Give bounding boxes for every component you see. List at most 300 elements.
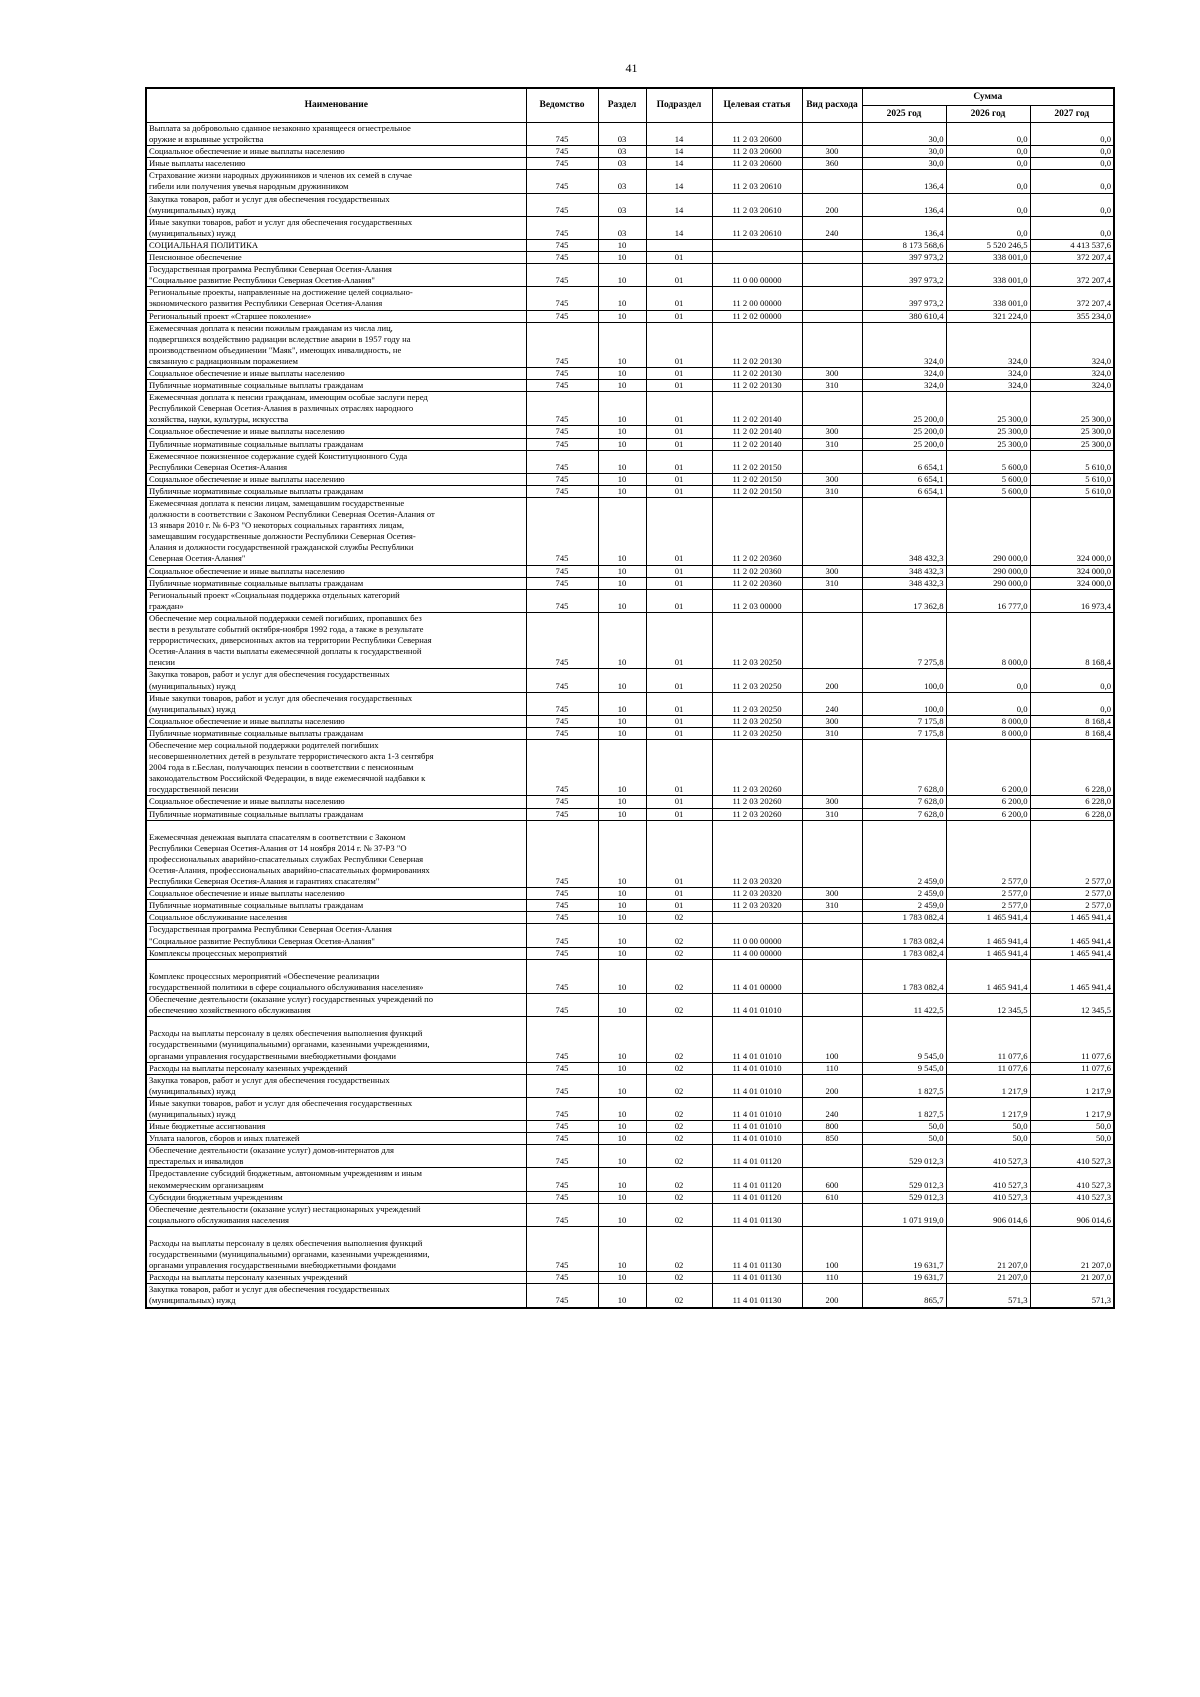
- row-sum-2026: 0,0: [946, 146, 1030, 158]
- row-sum-2025: 348 432,3: [862, 577, 946, 589]
- row-sum-2026: 0,0: [946, 692, 1030, 715]
- table-row: [146, 1191, 1114, 1203]
- row-sum-2025: 324,0: [862, 367, 946, 379]
- header-target-article: Целевая статья: [712, 88, 802, 123]
- row-vedomstvo: 745: [526, 322, 598, 367]
- row-sum-2025: 9 545,0: [862, 1017, 946, 1062]
- row-razdel: 10: [598, 239, 646, 251]
- row-podrazdel: 14: [646, 216, 712, 239]
- row-razdel: 03: [598, 146, 646, 158]
- row-expense-type: 300: [802, 565, 862, 577]
- row-razdel: 10: [598, 426, 646, 438]
- table-row: [146, 959, 1114, 993]
- row-podrazdel: 01: [646, 450, 712, 473]
- header-podrazdel: Подраздел: [646, 88, 712, 123]
- row-expense-type: [802, 924, 862, 947]
- row-razdel: 10: [598, 912, 646, 924]
- table-row: [146, 426, 1114, 438]
- row-expense-type: [802, 264, 862, 287]
- row-sum-2027: 5 610,0: [1030, 473, 1114, 485]
- row-target-article: 11 2 03 20610: [712, 216, 802, 239]
- row-sum-2025: 2 459,0: [862, 900, 946, 912]
- row-razdel: 10: [598, 438, 646, 450]
- row-name: Региональный проект «Старшее поколение»: [146, 310, 526, 322]
- row-sum-2027: 25 300,0: [1030, 438, 1114, 450]
- header-expense-type: Вид расхода: [802, 88, 862, 123]
- row-expense-type: [802, 239, 862, 251]
- table-row: [146, 900, 1114, 912]
- row-expense-type: 300: [802, 715, 862, 727]
- row-sum-2026: 50,0: [946, 1133, 1030, 1145]
- row-razdel: 03: [598, 216, 646, 239]
- table-row: [146, 692, 1114, 715]
- row-name: Ежемесячное пожизненное содержание судей Конституционного Суда Республики Северная Осетия-Алания: [146, 450, 526, 473]
- row-target-article: 11 4 01 01010: [712, 1121, 802, 1133]
- row-target-article: 11 2 02 20150: [712, 450, 802, 473]
- row-expense-type: 100: [802, 1017, 862, 1062]
- row-sum-2027: 2 577,0: [1030, 900, 1114, 912]
- row-vedomstvo: 745: [526, 1203, 598, 1226]
- row-sum-2026: 0,0: [946, 669, 1030, 692]
- row-razdel: 03: [598, 170, 646, 193]
- row-name: Ежемесячная доплата к пенсии гражданам, имеющим особые заслуги перед Республикой Северная Осетия-Алания в различных отраслях народного хозяйства, науки, культуры, искусства: [146, 392, 526, 426]
- row-expense-type: [802, 498, 862, 566]
- row-target-article: 11 2 02 20130: [712, 380, 802, 392]
- row-razdel: 10: [598, 450, 646, 473]
- row-vedomstvo: 745: [526, 1191, 598, 1203]
- row-name: Закупка товаров, работ и услуг для обеспечения государственных (муниципальных) нужд: [146, 669, 526, 692]
- row-target-article: 11 4 01 01130: [712, 1226, 802, 1271]
- row-sum-2027: 11 077,6: [1030, 1062, 1114, 1074]
- row-name: Социальное обеспечение и иные выплаты населению: [146, 473, 526, 485]
- row-vedomstvo: 745: [526, 612, 598, 668]
- row-sum-2025: 25 200,0: [862, 426, 946, 438]
- row-vedomstvo: 745: [526, 485, 598, 497]
- row-vedomstvo: 745: [526, 739, 598, 795]
- row-vedomstvo: 745: [526, 947, 598, 959]
- row-target-article: [712, 239, 802, 251]
- row-razdel: 10: [598, 287, 646, 310]
- row-razdel: 10: [598, 1203, 646, 1226]
- row-vedomstvo: 745: [526, 820, 598, 888]
- row-target-article: 11 4 01 01130: [712, 1284, 802, 1308]
- row-sum-2026: 12 345,5: [946, 994, 1030, 1017]
- row-razdel: 10: [598, 1017, 646, 1062]
- row-podrazdel: 01: [646, 392, 712, 426]
- row-sum-2026: 25 300,0: [946, 392, 1030, 426]
- row-vedomstvo: 745: [526, 158, 598, 170]
- row-razdel: 10: [598, 322, 646, 367]
- row-sum-2027: 4 413 537,6: [1030, 239, 1114, 251]
- row-vedomstvo: 745: [526, 380, 598, 392]
- row-target-article: 11 4 01 01010: [712, 994, 802, 1017]
- row-razdel: 10: [598, 367, 646, 379]
- table-row: [146, 158, 1114, 170]
- table-row: [146, 1272, 1114, 1284]
- row-sum-2027: 410 527,3: [1030, 1168, 1114, 1191]
- row-podrazdel: 01: [646, 287, 712, 310]
- row-expense-type: [802, 820, 862, 888]
- row-podrazdel: 02: [646, 1133, 712, 1145]
- row-name: Обеспечение мер социальной поддержки родителей погибших несовершеннолетних детей в результате террористического акта 1-3 сентября 2004 года в г.Беслан, получающих пенсии в соответствии с пенсионным законодательством Российской Федерации, в виде ежемесячной надбавки к государственной пенсии: [146, 739, 526, 795]
- row-sum-2027: 410 527,3: [1030, 1191, 1114, 1203]
- row-sum-2026: 6 200,0: [946, 739, 1030, 795]
- row-vedomstvo: 745: [526, 498, 598, 566]
- row-name: Уплата налогов, сборов и иных платежей: [146, 1133, 526, 1145]
- row-podrazdel: 01: [646, 473, 712, 485]
- row-target-article: 11 2 02 20140: [712, 426, 802, 438]
- row-target-article: 11 2 03 20260: [712, 796, 802, 808]
- row-sum-2026: 21 207,0: [946, 1272, 1030, 1284]
- row-name: Страхование жизни народных дружинников и членов их семей в случае гибели или получения увечья народным дружинником: [146, 170, 526, 193]
- table-row: [146, 808, 1114, 820]
- row-sum-2025: 100,0: [862, 692, 946, 715]
- row-expense-type: 300: [802, 796, 862, 808]
- row-target-article: 11 4 01 01010: [712, 1062, 802, 1074]
- row-vedomstvo: 745: [526, 1097, 598, 1120]
- row-name: Закупка товаров, работ и услуг для обеспечения государственных (муниципальных) нужд: [146, 193, 526, 216]
- header-name: Наименование: [146, 88, 526, 123]
- row-razdel: 03: [598, 158, 646, 170]
- row-podrazdel: 02: [646, 1017, 712, 1062]
- row-expense-type: 300: [802, 888, 862, 900]
- row-target-article: 11 2 03 20250: [712, 692, 802, 715]
- row-podrazdel: 01: [646, 426, 712, 438]
- table-row: [146, 146, 1114, 158]
- table-row: [146, 1133, 1114, 1145]
- row-expense-type: 200: [802, 1284, 862, 1308]
- row-razdel: 10: [598, 577, 646, 589]
- row-sum-2027: 21 207,0: [1030, 1272, 1114, 1284]
- row-sum-2025: 529 012,3: [862, 1168, 946, 1191]
- row-podrazdel: 02: [646, 912, 712, 924]
- row-vedomstvo: 745: [526, 1284, 598, 1308]
- row-razdel: 10: [598, 1226, 646, 1271]
- row-razdel: 10: [598, 888, 646, 900]
- row-sum-2026: 338 001,0: [946, 252, 1030, 264]
- row-podrazdel: 01: [646, 900, 712, 912]
- row-podrazdel: 02: [646, 959, 712, 993]
- row-sum-2026: 1 465 941,4: [946, 959, 1030, 993]
- row-sum-2025: 6 654,1: [862, 485, 946, 497]
- row-target-article: 11 2 03 00000: [712, 589, 802, 612]
- row-target-article: 11 2 03 20600: [712, 146, 802, 158]
- row-razdel: 10: [598, 612, 646, 668]
- row-sum-2026: 0,0: [946, 123, 1030, 146]
- row-target-article: 11 4 01 01010: [712, 1017, 802, 1062]
- row-podrazdel: 02: [646, 1272, 712, 1284]
- row-vedomstvo: 745: [526, 216, 598, 239]
- row-sum-2025: 25 200,0: [862, 392, 946, 426]
- row-target-article: 11 4 01 01120: [712, 1191, 802, 1203]
- row-sum-2027: 5 610,0: [1030, 485, 1114, 497]
- row-podrazdel: 02: [646, 924, 712, 947]
- row-vedomstvo: 745: [526, 669, 598, 692]
- row-sum-2025: 1 827,5: [862, 1074, 946, 1097]
- row-expense-type: 240: [802, 1097, 862, 1120]
- row-target-article: 11 4 01 01010: [712, 1074, 802, 1097]
- row-sum-2027: 8 168,4: [1030, 612, 1114, 668]
- row-podrazdel: 01: [646, 498, 712, 566]
- row-sum-2026: 290 000,0: [946, 498, 1030, 566]
- row-podrazdel: 14: [646, 123, 712, 146]
- row-podrazdel: 01: [646, 322, 712, 367]
- table-row: [146, 727, 1114, 739]
- row-target-article: 11 2 02 20150: [712, 485, 802, 497]
- row-sum-2027: 0,0: [1030, 216, 1114, 239]
- row-razdel: 10: [598, 1097, 646, 1120]
- header-year-2027: 2027 год: [1030, 106, 1114, 123]
- row-sum-2027: 372 207,4: [1030, 287, 1114, 310]
- row-sum-2026: 8 000,0: [946, 612, 1030, 668]
- row-sum-2027: 0,0: [1030, 146, 1114, 158]
- row-expense-type: 200: [802, 669, 862, 692]
- row-razdel: 10: [598, 1145, 646, 1168]
- row-sum-2026: 324,0: [946, 322, 1030, 367]
- row-vedomstvo: 745: [526, 1121, 598, 1133]
- row-sum-2025: 100,0: [862, 669, 946, 692]
- row-sum-2027: 25 300,0: [1030, 392, 1114, 426]
- table-row: [146, 252, 1114, 264]
- row-target-article: 11 2 02 20360: [712, 577, 802, 589]
- row-name: Расходы на выплаты персоналу в целях обеспечения выполнения функций государственными (муниципальными) органами, казенными учреждениями, органами управления государственными внебюджетными фондами: [146, 1226, 526, 1271]
- row-podrazdel: 01: [646, 820, 712, 888]
- row-vedomstvo: 745: [526, 310, 598, 322]
- row-expense-type: [802, 947, 862, 959]
- row-sum-2027: 1 465 941,4: [1030, 912, 1114, 924]
- row-podrazdel: 14: [646, 146, 712, 158]
- row-expense-type: 310: [802, 808, 862, 820]
- row-podrazdel: 01: [646, 796, 712, 808]
- row-sum-2027: 2 577,0: [1030, 820, 1114, 888]
- row-podrazdel: 01: [646, 310, 712, 322]
- row-name: Иные закупки товаров, работ и услуг для обеспечения государственных (муниципальных) нужд: [146, 216, 526, 239]
- row-sum-2026: 6 200,0: [946, 796, 1030, 808]
- row-sum-2026: 906 014,6: [946, 1203, 1030, 1226]
- row-sum-2025: 7 175,8: [862, 715, 946, 727]
- row-sum-2026: 1 217,9: [946, 1097, 1030, 1120]
- row-sum-2025: 19 631,7: [862, 1272, 946, 1284]
- row-expense-type: 300: [802, 367, 862, 379]
- row-vedomstvo: 745: [526, 1062, 598, 1074]
- row-target-article: 11 4 01 00000: [712, 959, 802, 993]
- row-target-article: 11 2 03 20250: [712, 612, 802, 668]
- table-row: [146, 170, 1114, 193]
- row-sum-2027: 2 577,0: [1030, 888, 1114, 900]
- row-name: СОЦИАЛЬНАЯ ПОЛИТИКА: [146, 239, 526, 251]
- row-vedomstvo: 745: [526, 123, 598, 146]
- table-row: [146, 1017, 1114, 1062]
- row-vedomstvo: 745: [526, 959, 598, 993]
- row-podrazdel: 14: [646, 170, 712, 193]
- row-sum-2027: 1 465 941,4: [1030, 959, 1114, 993]
- row-sum-2026: 290 000,0: [946, 577, 1030, 589]
- row-razdel: 10: [598, 310, 646, 322]
- row-sum-2027: 324,0: [1030, 322, 1114, 367]
- row-sum-2027: 50,0: [1030, 1133, 1114, 1145]
- row-sum-2027: 6 228,0: [1030, 796, 1114, 808]
- row-name: Комплекс процессных мероприятий «Обеспечение реализации государственной политики в сфере социального обслуживания населения»: [146, 959, 526, 993]
- table-row: [146, 1097, 1114, 1120]
- row-expense-type: [802, 959, 862, 993]
- row-sum-2025: 136,4: [862, 216, 946, 239]
- row-sum-2027: 1 465 941,4: [1030, 947, 1114, 959]
- row-vedomstvo: 745: [526, 1145, 598, 1168]
- row-expense-type: [802, 589, 862, 612]
- row-sum-2025: 1 783 082,4: [862, 959, 946, 993]
- row-expense-type: [802, 612, 862, 668]
- row-podrazdel: 01: [646, 577, 712, 589]
- row-sum-2027: 25 300,0: [1030, 426, 1114, 438]
- row-target-article: 11 2 02 20130: [712, 322, 802, 367]
- header-razdel: Раздел: [598, 88, 646, 123]
- table-row: [146, 1203, 1114, 1226]
- table-row: [146, 123, 1114, 146]
- row-target-article: 11 2 02 20360: [712, 565, 802, 577]
- row-expense-type: 610: [802, 1191, 862, 1203]
- row-target-article: 11 2 02 20130: [712, 367, 802, 379]
- row-sum-2027: 0,0: [1030, 692, 1114, 715]
- row-sum-2025: 7 628,0: [862, 739, 946, 795]
- row-sum-2027: 8 168,4: [1030, 715, 1114, 727]
- row-sum-2025: 348 432,3: [862, 565, 946, 577]
- row-name: Социальное обеспечение и иные выплаты населению: [146, 426, 526, 438]
- row-name: Публичные нормативные социальные выплаты гражданам: [146, 577, 526, 589]
- row-vedomstvo: 745: [526, 577, 598, 589]
- row-podrazdel: 01: [646, 739, 712, 795]
- row-expense-type: [802, 1145, 862, 1168]
- row-sum-2025: 136,4: [862, 193, 946, 216]
- row-razdel: 10: [598, 924, 646, 947]
- row-expense-type: 310: [802, 577, 862, 589]
- row-expense-type: 110: [802, 1062, 862, 1074]
- row-sum-2025: 380 610,4: [862, 310, 946, 322]
- row-podrazdel: 02: [646, 1226, 712, 1271]
- row-expense-type: 300: [802, 426, 862, 438]
- row-name: Социальное обеспечение и иные выплаты населению: [146, 367, 526, 379]
- row-sum-2025: 30,0: [862, 146, 946, 158]
- row-vedomstvo: 745: [526, 727, 598, 739]
- table-row: [146, 438, 1114, 450]
- row-vedomstvo: 745: [526, 1168, 598, 1191]
- row-sum-2027: 324,0: [1030, 380, 1114, 392]
- table-row: [146, 565, 1114, 577]
- row-vedomstvo: 745: [526, 796, 598, 808]
- row-podrazdel: 14: [646, 158, 712, 170]
- table-row: [146, 193, 1114, 216]
- row-podrazdel: 01: [646, 485, 712, 497]
- row-expense-type: [802, 1203, 862, 1226]
- row-sum-2025: 8 173 568,6: [862, 239, 946, 251]
- row-name: Иные бюджетные ассигнования: [146, 1121, 526, 1133]
- row-razdel: 10: [598, 796, 646, 808]
- row-name: Публичные нормативные социальные выплаты гражданам: [146, 438, 526, 450]
- row-vedomstvo: 745: [526, 900, 598, 912]
- row-podrazdel: [646, 239, 712, 251]
- row-name: Социальное обеспечение и иные выплаты населению: [146, 715, 526, 727]
- row-razdel: 10: [598, 485, 646, 497]
- row-podrazdel: 02: [646, 1097, 712, 1120]
- row-sum-2027: 1 465 941,4: [1030, 924, 1114, 947]
- row-name: Публичные нормативные социальные выплаты гражданам: [146, 900, 526, 912]
- row-name: Комплексы процессных мероприятий: [146, 947, 526, 959]
- table-row: [146, 1145, 1114, 1168]
- row-sum-2027: 6 228,0: [1030, 808, 1114, 820]
- table-body: [146, 123, 1114, 1308]
- row-podrazdel: 02: [646, 1191, 712, 1203]
- row-sum-2027: 0,0: [1030, 123, 1114, 146]
- row-razdel: 10: [598, 1062, 646, 1074]
- row-sum-2025: 17 362,8: [862, 589, 946, 612]
- row-podrazdel: 02: [646, 1203, 712, 1226]
- table-row: [146, 669, 1114, 692]
- row-sum-2026: 11 077,6: [946, 1017, 1030, 1062]
- row-vedomstvo: 745: [526, 1017, 598, 1062]
- row-sum-2027: 324,0: [1030, 367, 1114, 379]
- row-expense-type: 300: [802, 146, 862, 158]
- row-sum-2025: 324,0: [862, 322, 946, 367]
- row-vedomstvo: 745: [526, 392, 598, 426]
- row-expense-type: [802, 912, 862, 924]
- row-sum-2027: 372 207,4: [1030, 264, 1114, 287]
- row-podrazdel: 01: [646, 589, 712, 612]
- row-sum-2025: 30,0: [862, 123, 946, 146]
- table-row: [146, 715, 1114, 727]
- row-sum-2026: 410 527,3: [946, 1168, 1030, 1191]
- row-name: Ежемесячная доплата к пенсии лицам, замещавшим государственные должности в соответствии с Законом Республики Северная Осетия-Алания от 13 января 2010 г. № 6-РЗ "О некоторых социальных гарантиях лицам, замещавшим государственные должности Республики Северная Осетия- Алания и должности государственной гражданской службы Республики Северная Осетия-Алания": [146, 498, 526, 566]
- row-target-article: [712, 912, 802, 924]
- table-row: [146, 216, 1114, 239]
- row-name: Выплата за добровольно сданное незаконно хранящееся огнестрельное оружие и взрывные устройства: [146, 123, 526, 146]
- row-name: Социальное обеспечение и иные выплаты населению: [146, 146, 526, 158]
- row-podrazdel: 01: [646, 727, 712, 739]
- row-sum-2025: 2 459,0: [862, 888, 946, 900]
- table-row: [146, 589, 1114, 612]
- row-sum-2025: 397 973,2: [862, 252, 946, 264]
- table-header: [146, 88, 1114, 123]
- table-row: [146, 796, 1114, 808]
- row-podrazdel: 01: [646, 380, 712, 392]
- row-sum-2026: 410 527,3: [946, 1191, 1030, 1203]
- row-target-article: 11 0 00 00000: [712, 924, 802, 947]
- row-sum-2026: 1 465 941,4: [946, 947, 1030, 959]
- row-name: Ежемесячная доплата к пенсии пожилым гражданам из числа лиц, подвергшихся воздействию радиации вследствие аварии в 1957 году на производственном объединении "Маяк", имеющих инвалидность, не связанную с радиационным поражением: [146, 322, 526, 367]
- row-sum-2027: 8 168,4: [1030, 727, 1114, 739]
- row-name: Социальное обеспечение и иные выплаты населению: [146, 565, 526, 577]
- table-row: [146, 367, 1114, 379]
- row-expense-type: 310: [802, 900, 862, 912]
- row-sum-2026: 8 000,0: [946, 727, 1030, 739]
- row-sum-2027: 324 000,0: [1030, 565, 1114, 577]
- row-podrazdel: 01: [646, 612, 712, 668]
- row-sum-2027: 5 610,0: [1030, 450, 1114, 473]
- table-row: [146, 1284, 1114, 1308]
- row-razdel: 10: [598, 739, 646, 795]
- row-sum-2026: 338 001,0: [946, 287, 1030, 310]
- row-vedomstvo: 745: [526, 589, 598, 612]
- row-sum-2026: 0,0: [946, 170, 1030, 193]
- row-sum-2026: 324,0: [946, 367, 1030, 379]
- row-sum-2025: 6 654,1: [862, 450, 946, 473]
- row-sum-2027: 50,0: [1030, 1121, 1114, 1133]
- row-vedomstvo: 745: [526, 287, 598, 310]
- row-razdel: 10: [598, 392, 646, 426]
- row-vedomstvo: 745: [526, 1133, 598, 1145]
- row-target-article: 11 4 01 01010: [712, 1097, 802, 1120]
- table-row: [146, 888, 1114, 900]
- row-sum-2026: 1 465 941,4: [946, 912, 1030, 924]
- row-name: Субсидии бюджетным учреждениям: [146, 1191, 526, 1203]
